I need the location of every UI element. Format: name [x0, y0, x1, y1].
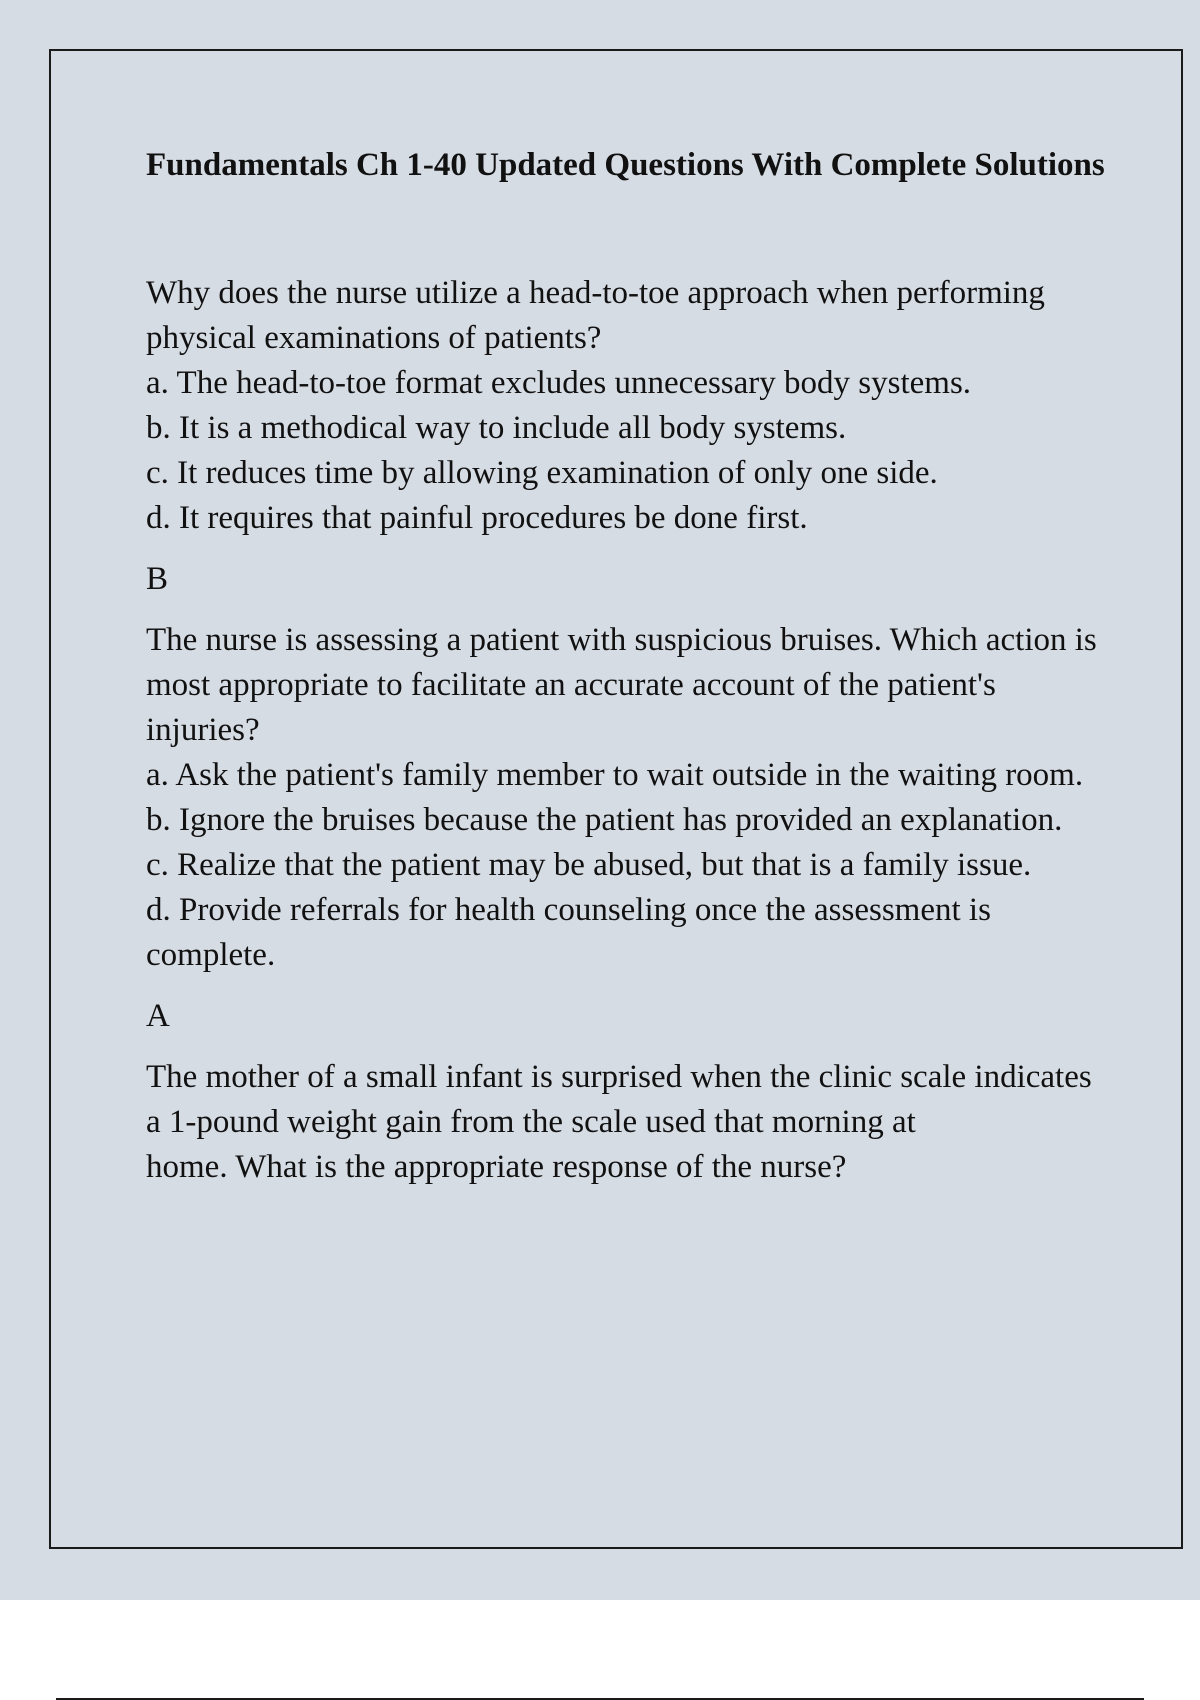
option-b: b. Ignore the bruises because the patient has provided an explanation. [146, 802, 1063, 838]
option-d: d. It requires that painful procedures be done first. [146, 500, 808, 536]
option-a: a. Ask the patient's family member to wait outside in the waiting room. [146, 757, 1084, 793]
document-title: Fundamentals Ch 1-40 Updated Questions With Complete Solutions [146, 147, 1105, 183]
option-c: c. Realize that the patient may be abused, but that is a family issue. [146, 847, 1032, 883]
question-2 [146, 618, 1106, 978]
option-a: a. The head-to-toe format excludes unnecessary body systems. [146, 365, 972, 401]
option-d: d. Provide referrals for health counseling once the assessment is complete. [146, 892, 991, 973]
question-1 [146, 271, 1106, 541]
options-list [146, 753, 1106, 978]
question-text-line-2: home. What is the appropriate response of the nurse? [146, 1149, 847, 1185]
question-text: The nurse is assessing a patient with suspicious bruises. Which action is most appropriate to facilitate an accurate account of the patient's injuries? [146, 622, 1097, 748]
question-3 [146, 1055, 1106, 1190]
option-c: c. It reduces time by allowing examination of only one side. [146, 455, 938, 491]
option-b: b. It is a methodical way to include all body systems. [146, 410, 847, 446]
question-text-line-1: The mother of a small infant is surprised when the clinic scale indicates a 1-pound weight gain from the scale used that morning at [146, 1059, 1092, 1140]
question-text: Why does the nurse utilize a head-to-toe approach when performing physical examinations of patients? [146, 275, 1045, 356]
answer-1: B [146, 561, 169, 597]
options-list [146, 361, 1106, 541]
answer-2: A [146, 998, 170, 1034]
document-content [146, 142, 1106, 1190]
